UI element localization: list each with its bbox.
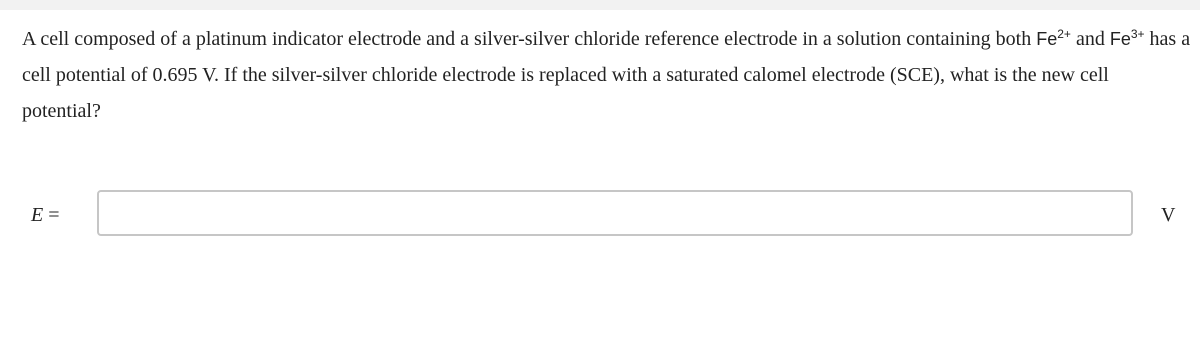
answer-variable: E [31,204,44,226]
ferrous-ion [1036,29,1071,49]
ferric-ion-charge: 3+ [1130,27,1145,41]
question-text-part1: A cell composed of a platinum indicator electrode and a silver-silver chloride reference electrode in a solution containing both [22,28,1037,50]
ferrous-ion-charge: 2+ [1057,27,1071,41]
question-text [22,21,1192,129]
question-text-part2: has a cell potential of 0.695 V. If the silver-silver chloride electrode is replaced with a saturated calomel electrode (SCE), what is the new cell potential? [22,28,1191,122]
question-card [0,10,1200,350]
ferric-ion [1110,29,1145,49]
question-text-joiner: and [1070,28,1110,50]
ferrous-ion-symbol: Fe [1036,29,1058,49]
answer-row [0,190,1200,240]
cell-potential-input[interactable] [97,190,1133,236]
ferric-ion-symbol: Fe [1109,29,1131,49]
answer-equals-sign: = [43,204,60,226]
answer-unit-label: V [1161,204,1176,226]
answer-variable-label [31,203,60,227]
